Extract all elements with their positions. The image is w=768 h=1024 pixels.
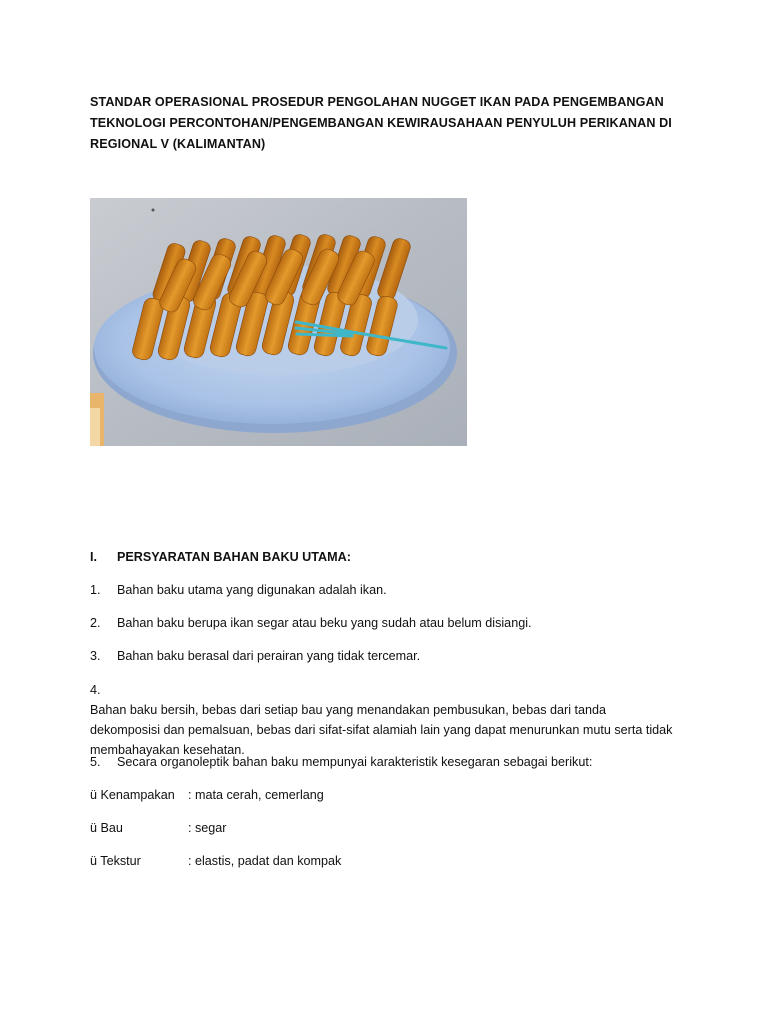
list-item-number: 3. xyxy=(90,649,101,663)
characteristic-value: : segar xyxy=(188,821,227,835)
list-item-number: 5. xyxy=(90,755,101,769)
document-title xyxy=(90,92,680,155)
characteristic-row xyxy=(90,852,341,870)
characteristic-label: ü Bau xyxy=(90,821,123,835)
title-line-2: TEKNOLOGI PERCONTOHAN/PENGEMBANGAN KEWIRAUSAHAAN PENYULUH PERIKANAN DI xyxy=(90,116,672,130)
list-item xyxy=(90,647,420,665)
characteristic-value: : elastis, padat dan kompak xyxy=(188,854,342,868)
characteristic-row xyxy=(90,819,227,837)
characteristic-value: : mata cerah, cemerlang xyxy=(188,788,324,802)
section-heading xyxy=(90,548,351,566)
list-item-4-line-2: dekomposisi dan pemalsuan, bebas dari sifat-sifat alamiah lain yang dapat menurunkan mutu serta tidak xyxy=(90,723,673,737)
section-heading-text: PERSYARATAN BAHAN BAKU UTAMA: xyxy=(117,550,351,564)
list-item-text: Secara organoleptik bahan baku mempunyai karakteristik kesegaran sebagai berikut: xyxy=(117,755,593,769)
list-item xyxy=(90,614,532,632)
title-line-3: REGIONAL V (KALIMANTAN) xyxy=(90,137,266,151)
characteristic-label: ü Tekstur xyxy=(90,854,141,868)
list-item xyxy=(90,581,387,599)
list-item xyxy=(90,753,592,771)
list-item-number: 4. xyxy=(90,683,101,697)
list-item-number: 2. xyxy=(90,616,101,630)
title-line-1: STANDAR OPERASIONAL PROSEDUR PENGOLAHAN NUGGET IKAN PADA PENGEMBANGAN xyxy=(90,95,664,109)
characteristic-label: ü Kenampakan xyxy=(90,788,175,802)
fish-nugget-photo xyxy=(90,198,467,446)
characteristic-row xyxy=(90,786,324,804)
list-item-number: 1. xyxy=(90,583,101,597)
list-item-text: Bahan baku utama yang digunakan adalah ikan. xyxy=(117,583,387,597)
list-item-text: Bahan baku bersih, bebas dari setiap bau yang menandakan pembusukan, bebas dari tanda xyxy=(90,703,607,717)
list-item-4-line-3: membahayakan kesehatan. xyxy=(90,743,245,757)
list-item-text: Bahan baku berupa ikan segar atau beku yang sudah atau belum disiangi. xyxy=(117,616,532,630)
list-item-4-line-1 xyxy=(90,680,690,720)
list-item-4 xyxy=(90,680,690,760)
list-item-text: Bahan baku berasal dari perairan yang tidak tercemar. xyxy=(117,649,421,663)
section-number: I. xyxy=(90,550,97,564)
